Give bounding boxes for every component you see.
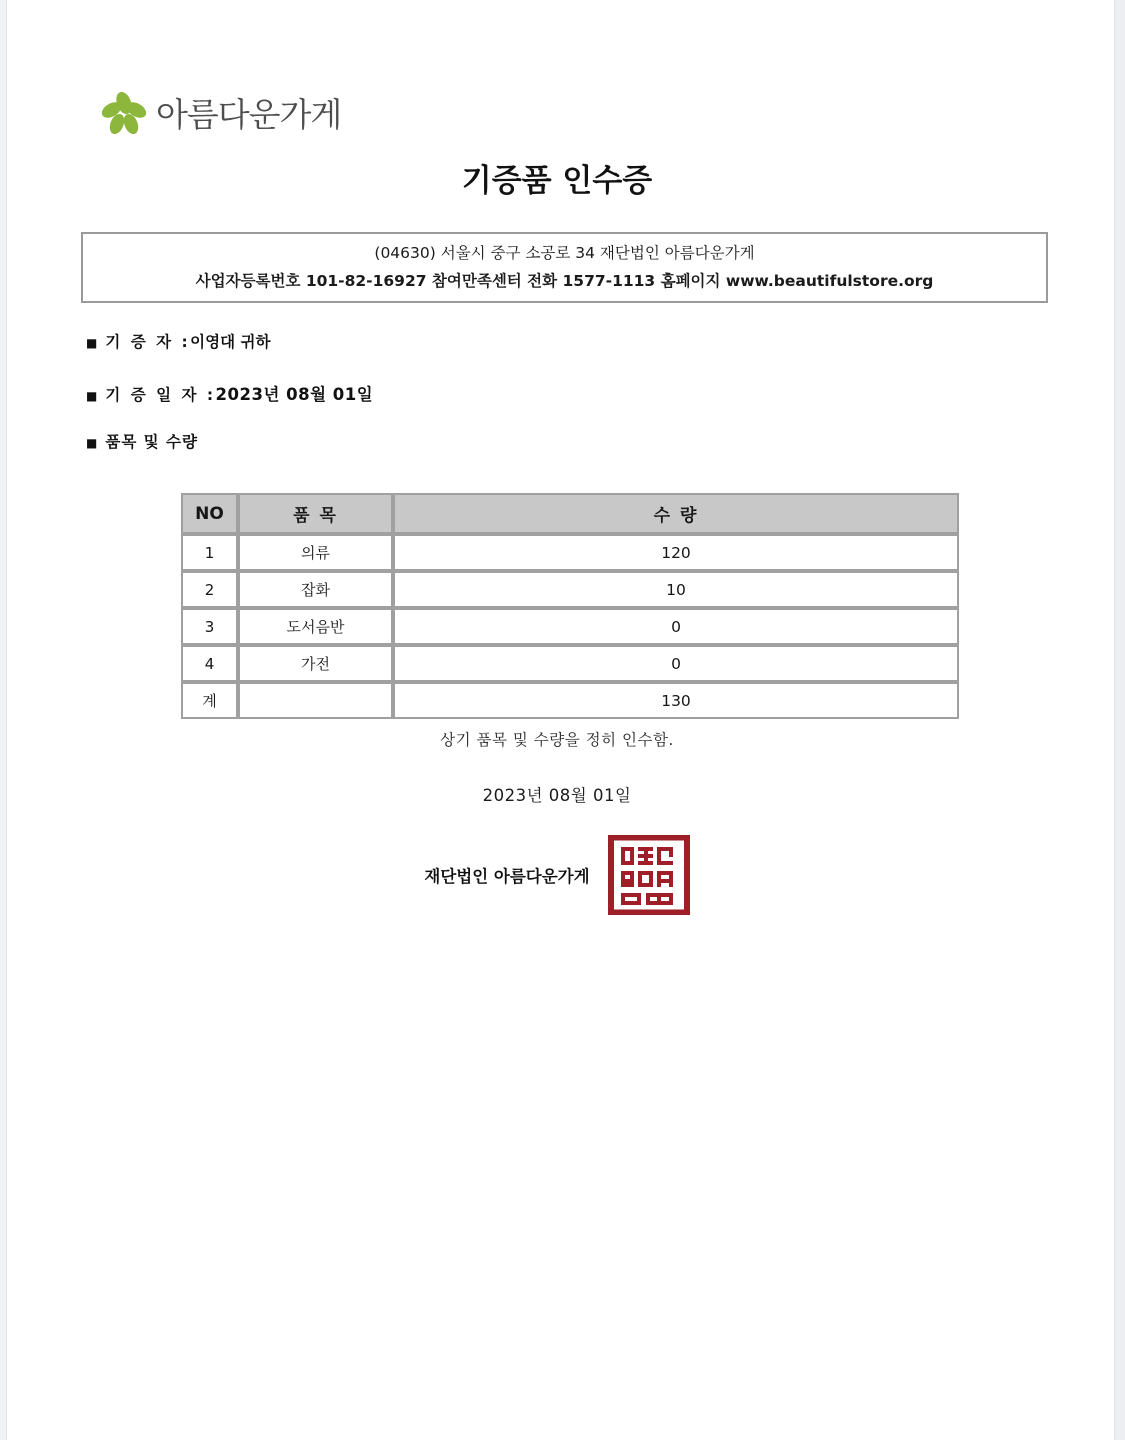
- cell-quantity: 0: [393, 645, 959, 682]
- square-bullet-icon: ■: [86, 389, 98, 403]
- square-bullet-icon: ■: [86, 436, 98, 450]
- table-row: [181, 608, 959, 645]
- cell-quantity: 10: [393, 571, 959, 608]
- column-header-item: 품 목: [238, 493, 393, 534]
- viewer-left-edge: [0, 0, 7, 1440]
- field-items-section: [86, 430, 198, 452]
- square-bullet-icon: ■: [86, 336, 98, 350]
- cell-item: 의류: [238, 534, 393, 571]
- table-row: [181, 645, 959, 682]
- viewer-scrollbar-track[interactable]: [1114, 0, 1125, 1440]
- organization-logo: [98, 88, 341, 140]
- address-line-1: (04630) 서울시 중구 소공로 34 재단법인 아름다운가게: [374, 243, 755, 262]
- cell-quantity: 120: [393, 534, 959, 571]
- field-donation-date-label: 기 증 일 자 :: [105, 386, 216, 404]
- five-petal-flower-logo-icon: [98, 88, 150, 140]
- cell-no: 3: [181, 608, 238, 645]
- signer-name: 재단법인 아름다운가게: [424, 867, 590, 886]
- column-header-no: NO: [181, 493, 238, 534]
- cell-total-item: [238, 682, 393, 719]
- cell-total-label: 계: [181, 682, 238, 719]
- cell-quantity: 0: [393, 608, 959, 645]
- receipt-issue-date: 2023년 08월 01일: [482, 786, 632, 805]
- official-seal-stamp-icon: [608, 835, 690, 915]
- column-header-quantity: 수 량: [393, 493, 959, 534]
- field-donor-label: 기 증 자 :: [105, 333, 191, 351]
- cell-no: 1: [181, 534, 238, 571]
- signature-block: [8, 835, 1106, 915]
- table-row: [181, 534, 959, 571]
- table-row: [181, 571, 959, 608]
- address-line-2: 사업자등록번호 101-82-16927 참여만족센터 전화 1577-1113 홈페이지 www.beautifulstore.org: [195, 272, 934, 290]
- field-donation-date: [86, 381, 373, 405]
- table-header-row: [181, 493, 959, 534]
- cell-item: 도서음반: [238, 608, 393, 645]
- receipt-confirmation-note: 상기 품목 및 수량을 정히 인수함.: [440, 731, 674, 749]
- cell-item: 가전: [238, 645, 393, 682]
- organization-address-box: [81, 232, 1048, 303]
- organization-logo-text: 아름다운가게: [156, 94, 342, 134]
- table-total-row: [181, 682, 959, 719]
- field-donation-date-value: 2023년 08월 01일: [215, 385, 374, 404]
- cell-item: 잡화: [238, 571, 393, 608]
- field-items-section-label: 품목 및 수량: [105, 433, 199, 451]
- field-donor: [86, 330, 270, 352]
- page-title: 기증품 인수증: [461, 163, 653, 199]
- cell-no: 4: [181, 645, 238, 682]
- cell-total-quantity: 130: [393, 682, 959, 719]
- receipt-page: [8, 0, 1106, 1440]
- cell-no: 2: [181, 571, 238, 608]
- items-table: [181, 493, 959, 719]
- field-donor-value: 이영대 귀하: [190, 333, 271, 351]
